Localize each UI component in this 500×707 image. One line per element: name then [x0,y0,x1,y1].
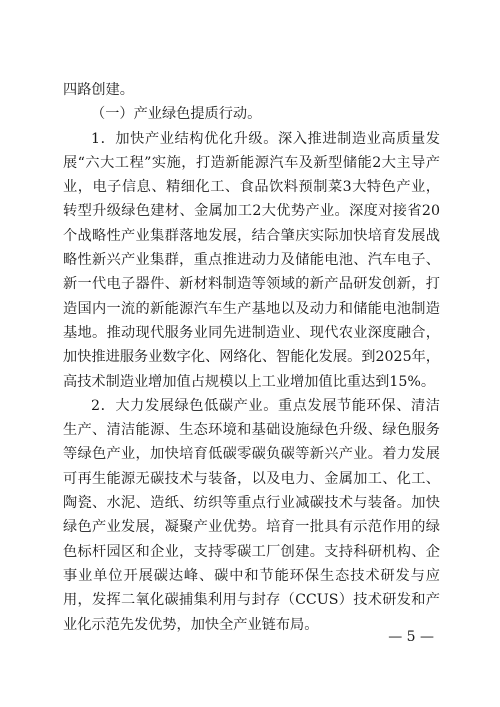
page-number: — 5 — [388,629,434,645]
section-heading: （一）产业绿色提质行动。 [91,106,262,123]
paragraph-green-low-carbon: 2．大力发展绿色低碳产业。重点发展节能环保、清洁生产、清洁能源、生态环境和基础设施绿色升级、绿色服务等绿色产业，加快培育低碳零碳负碳等新兴产业。着力发展可再生能源无碳技术与装备，以及电力、金属加工、化工、陶瓷、水泥、造纸、纺织等重点行业减碳技术与装备。加快绿色产业发展，凝聚产业优势。培育一批具有示范作用的绿色标杆园区和企业，支持零碳工厂创建。支持科研机构、企事业单位开展碳达峰、碳中和节能环保生态技术研发与应用，发挥二氧化碳捕集利用与封存（CCUS）技术研发和产业化示范先发优势，加快全产业链布局。 [63,397,440,633]
paragraph-continuation: 四路创建。 [63,82,134,98]
paragraph-industrial-structure: 1．加快产业结构优化升级。深入推进制造业高质量发展“六大工程”实施，打造新能源汽车及新型储能2大主导产业，电子信息、精细化工、食品饮料预制菜3大特色产业，转型升级绿色建材、金属加工2大优势产业。深度对接省20个战略性产业集群落地发展，结合肇庆实际加快培育发展战略性新兴产业集群，重点推进动力及储能电池、汽车电子、新一代电子器件、新材料制造等领域的新产品研发创新，打造国内一流的新能源汽车生产基地以及动力和储能电池制造基地。推动现代服务业同先进制造业、现代农业深度融合，加快推进服务业数字化、网络化、智能化发展。到2025年，高技术制造业增加值占规模以上工业增加值比重达到15%。 [63,130,440,390]
document-body [63,78,440,637]
